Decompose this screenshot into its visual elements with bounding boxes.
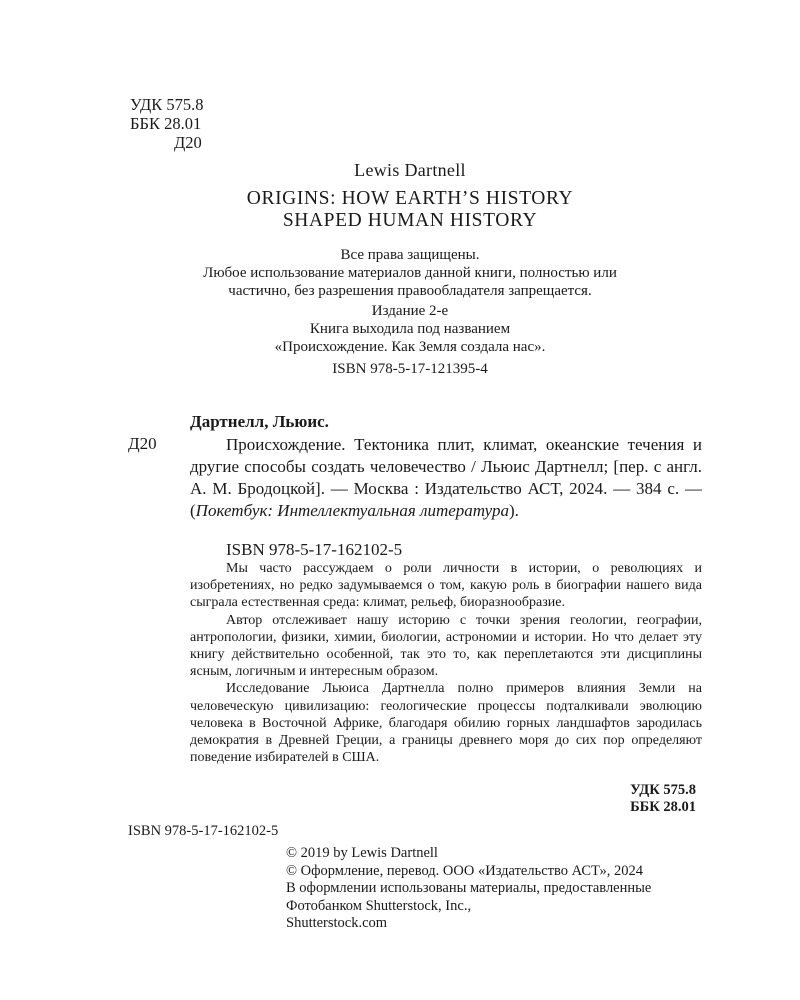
abstract-paragraph-1: Мы часто рассуждаем о роли личности в истории, о революциях и изобретениях, но редко задумываемся о том, какую роль в биографии нашего вида сыграла естественная среда: климат, рельеф, биоразнообразие. <box>190 561 702 611</box>
catalog-description <box>190 434 702 522</box>
rights-line-3: частично, без разрешения правообладателя запрещается. <box>228 283 592 299</box>
isbn-bottom: ISBN 978-5-17-162102-5 <box>128 823 279 839</box>
udk-code: УДК 575.8 <box>130 95 204 114</box>
description-part-2: ). <box>509 501 519 520</box>
copyright-line-2: © Оформление, перевод. ООО «Издательство АСТ», 2024 <box>286 862 644 879</box>
copyright-block <box>286 845 726 933</box>
edition-info <box>120 302 700 378</box>
udk-code-right: УДК 575.8 <box>630 782 696 798</box>
edition-line-2: Книга выходила под названием <box>309 321 511 337</box>
copyright-line-3: В оформлении использованы материалы, предоставленные <box>286 880 652 896</box>
copyright-line-5: Shutterstock.com <box>286 915 388 931</box>
original-title-line-2: SHAPED HUMAN HISTORY <box>282 210 538 231</box>
copyright-line-1: © 2019 by Lewis Dartnell <box>286 845 438 861</box>
abstract-paragraph-2: Автор отслеживает нашу историю с точки зрения геологии, географии, антропологии, физики, химии, биологии, астрономии и истории. Но что делает эту книгу действительно особенной, так это то, как переплетаются эти дисциплины ясным, логичным и интересным образом. <box>190 612 702 680</box>
original-title <box>120 188 700 232</box>
bbk-code-right: ББК 28.01 <box>630 799 696 815</box>
abstract-paragraph-3: Исследование Льюиса Дартнелла полно примеров влияния Земли на человеческую цивилизацию: геологические процессы подталкивали эволюцию человека в Восточной Африке, благодаря обилию горных ландшафтов зародилась демократия в Древней Греции, а границы древнего моря до сих пор определяют поведение избирателей в США. <box>190 681 702 766</box>
classification-codes <box>130 95 204 152</box>
description-text <box>190 434 702 522</box>
original-title-line-1: ORIGINS: HOW EARTH’S HISTORY <box>246 188 574 209</box>
description-part-1: Происхождение. Тектоника плит, климат, океанские течения и другие способы создать человечество / Льюис Дартнелл; [пер. с англ. А. М. Бродоцкой]. — Москва : Издательство АСТ, 2024. — 384 с. — ( <box>190 435 702 520</box>
edition-isbn: ISBN 978-5-17-121395-4 <box>332 361 488 377</box>
edition-line-1: Издание 2-е <box>371 303 449 319</box>
bbk-code: ББК 28.01 <box>130 114 202 133</box>
catalog-side-code: Д20 <box>128 434 157 453</box>
rights-line-2: Любое использование материалов данной книги, полностью или <box>203 265 617 281</box>
author-latin: Lewis Dartnell <box>354 160 466 180</box>
abstract <box>190 560 702 766</box>
rights-notice <box>120 246 700 300</box>
classification-codes-right <box>630 782 696 816</box>
edition-line-3: «Происхождение. Как Земля создала нас». <box>274 339 546 355</box>
rights-line-1: Все права защищены. <box>340 247 480 263</box>
catalog-isbn: ISBN 978-5-17-162102-5 <box>226 540 403 559</box>
copyright-line-4: Фотобанком Shutterstock, Inc., <box>286 897 472 914</box>
catalog-author: Дартнелл, Льюис. <box>190 412 329 431</box>
series-name: Покетбук: Интеллектуальная литература <box>195 501 509 520</box>
author-mark: Д20 <box>174 133 202 152</box>
